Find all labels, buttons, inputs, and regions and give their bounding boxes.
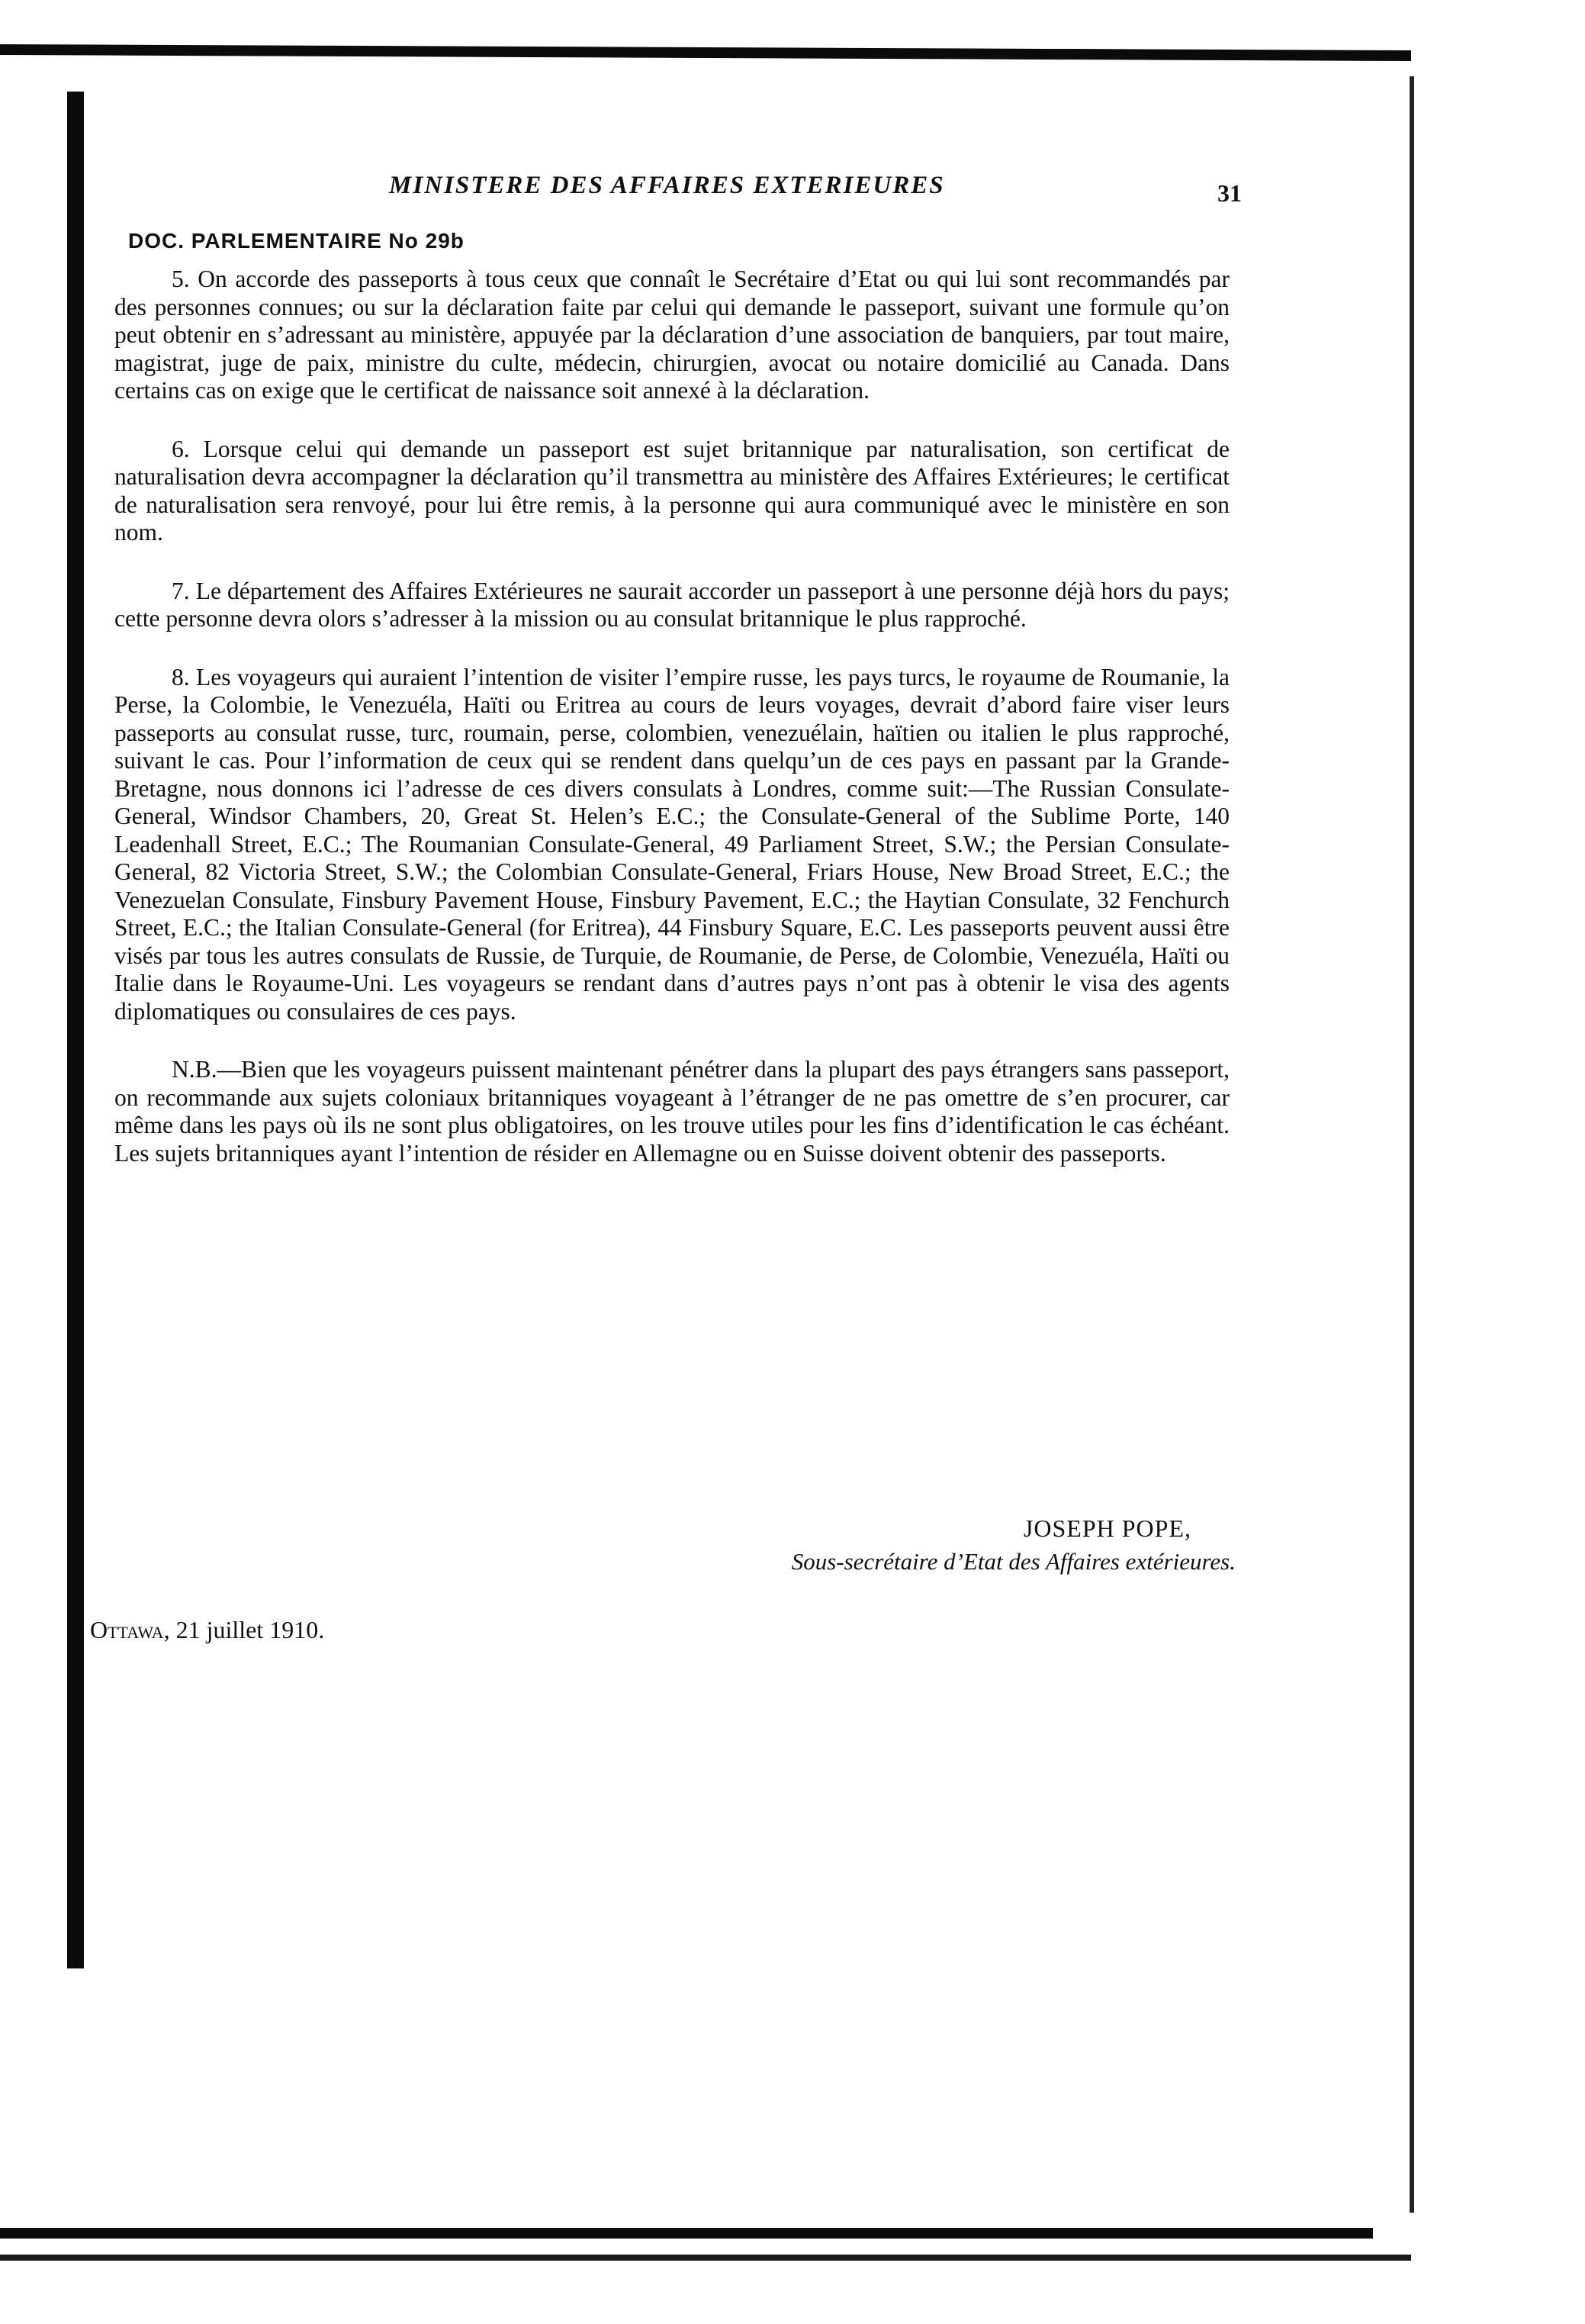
page-number: 31 (1217, 179, 1242, 207)
date: 21 juillet 1910. (169, 1616, 325, 1643)
body-text (114, 266, 1230, 1167)
place: Ottawa, (90, 1616, 170, 1643)
paragraph-6: 6. Lorsque celui qui demande un passeport est sujet britannique par naturalisation, son certificat de naturalisation devra accompagner la déclaration qu’il transmettra au ministère des Affaires Extérieures; le certificat de naturalisation sera renvoyé, pour lui être remis, à la personne qui aura communiqué avec le ministère en son nom. (114, 435, 1230, 546)
paragraph-8: 8. Les voyageurs qui auraient l’intention de visiter l’empire russe, les pays turcs, le royaume de Roumanie, la Perse, la Colombie, le Venezuéla, Haïti ou Eritrea au cours de leurs voyages, devrait d’abord faire viser leurs passeports au consulat russe, turc, roumain, perse, colombien, venezuélain, haïtien ou italien le plus rapproché, suivant le cas. Pour l’information de ceux qui se rendent dans quelqu’un de ces pays en passant par la Grande-Bretagne, nous donnons ici l’adresse de ces divers consulats à Londres, comme suit:—The Russian Consulate-General, Windsor Chambers, 20, Great St. Helen’s E.C.; the Consulate-General of the Sublime Porte, 140 Leadenhall Street, E.C.; The Roumanian Consulate-General, 49 Parliament Street, S.W.; the Persian Consulate-General, 82 Victoria Street, S.W.; the Colombian Consulate-General, Friars House, New Broad Street, E.C.; the Venezuelan Consulate, Finsbury Pavement House, Finsbury Pavement, E.C.; the Haytian Consulate, 32 Fenchurch Street, E.C.; the Italian Consulate-General (for Eritrea), 44 Finsbury Square, E.C. Les passeports peuvent aussi être visés par tous les autres consulats de Russie, de Turquie, de Roumanie, de Perse, de Colombie, Venezuéla, Haïti ou Italie dans le Royaume-Uni. Les voyageurs se rendant dans d’autres pays n’ont pas à obtenir le visa des agents diplomatiques ou consulaires de ces pays. (114, 663, 1230, 1025)
paragraph-7: 7. Le département des Affaires Extérieures ne saurait accorder un passeport à une personne déjà hors du pays; cette personne devra olors s’adresser à la mission ou au consulat britannique le plus rapproché. (114, 577, 1230, 632)
signatory-name: JOSEPH POPE, (1023, 1514, 1191, 1542)
signature-block (580, 1514, 1236, 1606)
paragraph-5: 5. On accorde des passeports à tous ceux que connaît le Secrétaire d’Etat ou qui lui sont recommandés par des personnes connues; ou sur la déclaration faite par celui qui demande le passeport, suivant une formule qu’on peut obtenir en s’adressant au ministère, appuyée par la déclaration d’une association de banquiers, par tout maire, magistrat, juge de paix, ministre du culte, médecin, chirurgien, avocat ou notaire domicilié au Canada. Dans certains cas on exige que le certificat de naissance soit annexé à la déclaration. (114, 266, 1230, 404)
scan-border-bottom-shadow (0, 2255, 1411, 2261)
paragraph-nb: N.B.—Bien que les voyageurs puissent maintenant pénétrer dans la plupart des pays étrangers sans passeport, on recommande aux sujets coloniaux britanniques voyageant à l’étranger de ne pas omettre de s’en procurer, car même dans les pays où ils ne sont plus obligatoires, on les trouve utiles pour les fins d’identification le cas échéant. Les sujets britanniques ayant l’intention de résider en Allemagne ou en Suisse doivent obtenir des passeports. (114, 1056, 1230, 1167)
place-date (90, 1616, 324, 1644)
page-header (114, 172, 1259, 217)
scan-border-right (1410, 76, 1414, 2213)
scan-border-left (67, 92, 84, 1968)
signatory-title: Sous-secrétaire d’Etat des Affaires extérieures. (791, 1548, 1236, 1575)
scan-border-bottom (0, 2228, 1373, 2239)
running-head: MINISTERE DES AFFAIRES EXTERIEURES (389, 172, 945, 199)
scan-border-top (0, 44, 1411, 61)
document-label: DOC. PARLEMENTAIRE No 29b (128, 229, 465, 253)
